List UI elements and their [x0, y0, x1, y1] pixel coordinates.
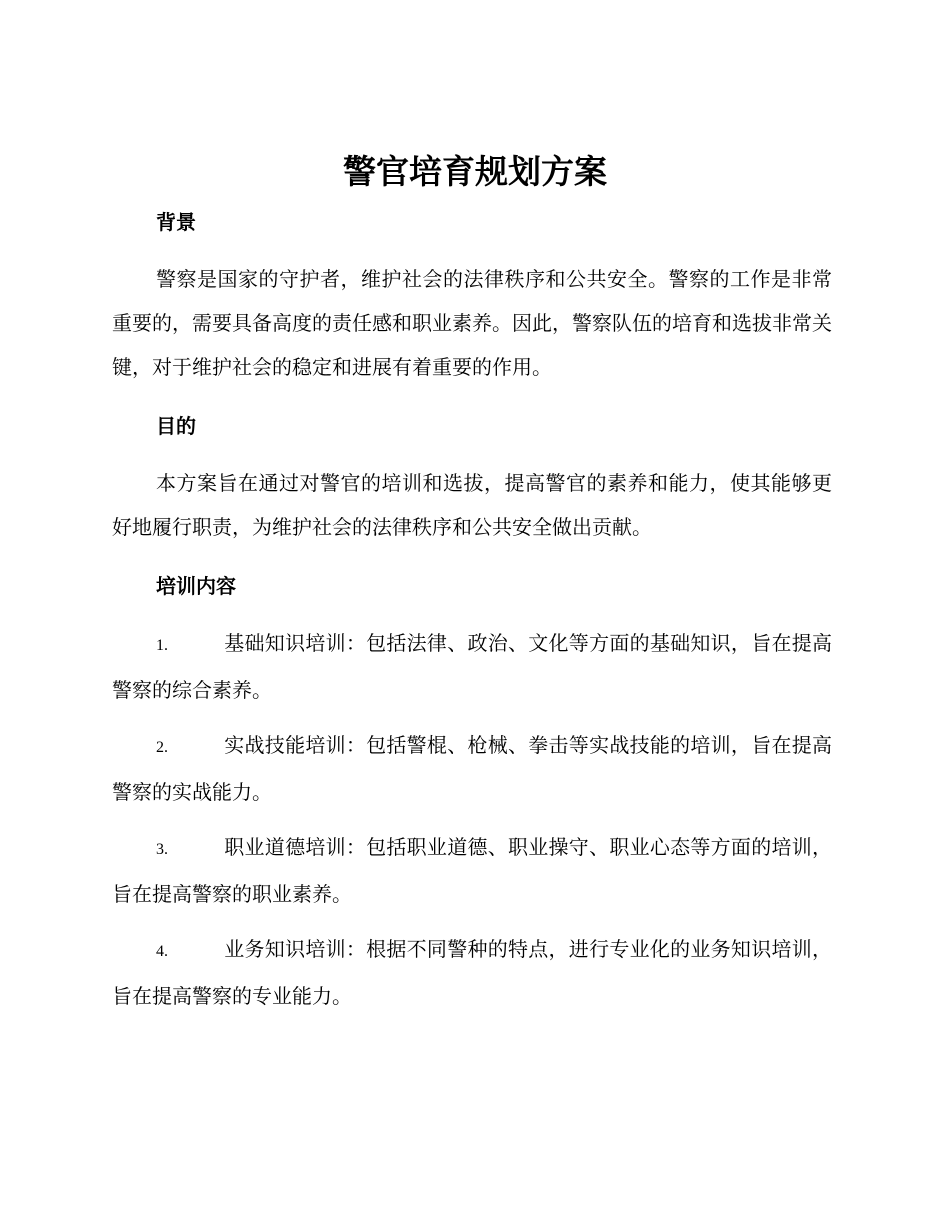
- list-item-text: 职业道德培训：包括职业道德、职业操守、职业心态等方面的培训，旨在提高警察的职业素养。: [112, 835, 832, 906]
- list-item: [112, 825, 832, 916]
- list-item-number: 2.: [156, 739, 168, 756]
- list-item: [112, 927, 832, 1018]
- list-item-number: 1.: [156, 637, 168, 654]
- paragraph-background: 警察是国家的守护者，维护社会的法律秩序和公共安全。警察的工作是非常重要的，需要具备高度的责任感和职业素养。因此，警察队伍的培育和选拔非常关键，对于维护社会的稳定和进展有着重要的作用。: [112, 267, 832, 379]
- paragraph-purpose: 本方案旨在通过对警官的培训和选拔，提高警官的素养和能力，使其能够更好地履行职责，为维护社会的法律秩序和公共安全做出贡献。: [112, 471, 832, 539]
- section-heading-training: 培训内容: [156, 574, 236, 598]
- list-item-text: 实战技能培训：包括警棍、枪械、拳击等实战技能的培训，旨在提高警察的实战能力。: [112, 733, 832, 804]
- list-item-text: 基础知识培训：包括法律、政治、文化等方面的基础知识，旨在提高警察的综合素养。: [112, 631, 832, 702]
- list-item-text: 业务知识培训：根据不同警种的特点，进行专业化的业务知识培训，旨在提高警察的专业能力。: [112, 937, 832, 1008]
- section-heading-background: 背景: [156, 210, 196, 234]
- list-item: [112, 723, 832, 814]
- document-title: 警官培育规划方案: [343, 152, 607, 191]
- list-item-number: 3.: [156, 841, 168, 858]
- list-item: [112, 621, 832, 712]
- section-heading-purpose: 目的: [156, 414, 196, 438]
- list-item-number: 4.: [156, 943, 168, 960]
